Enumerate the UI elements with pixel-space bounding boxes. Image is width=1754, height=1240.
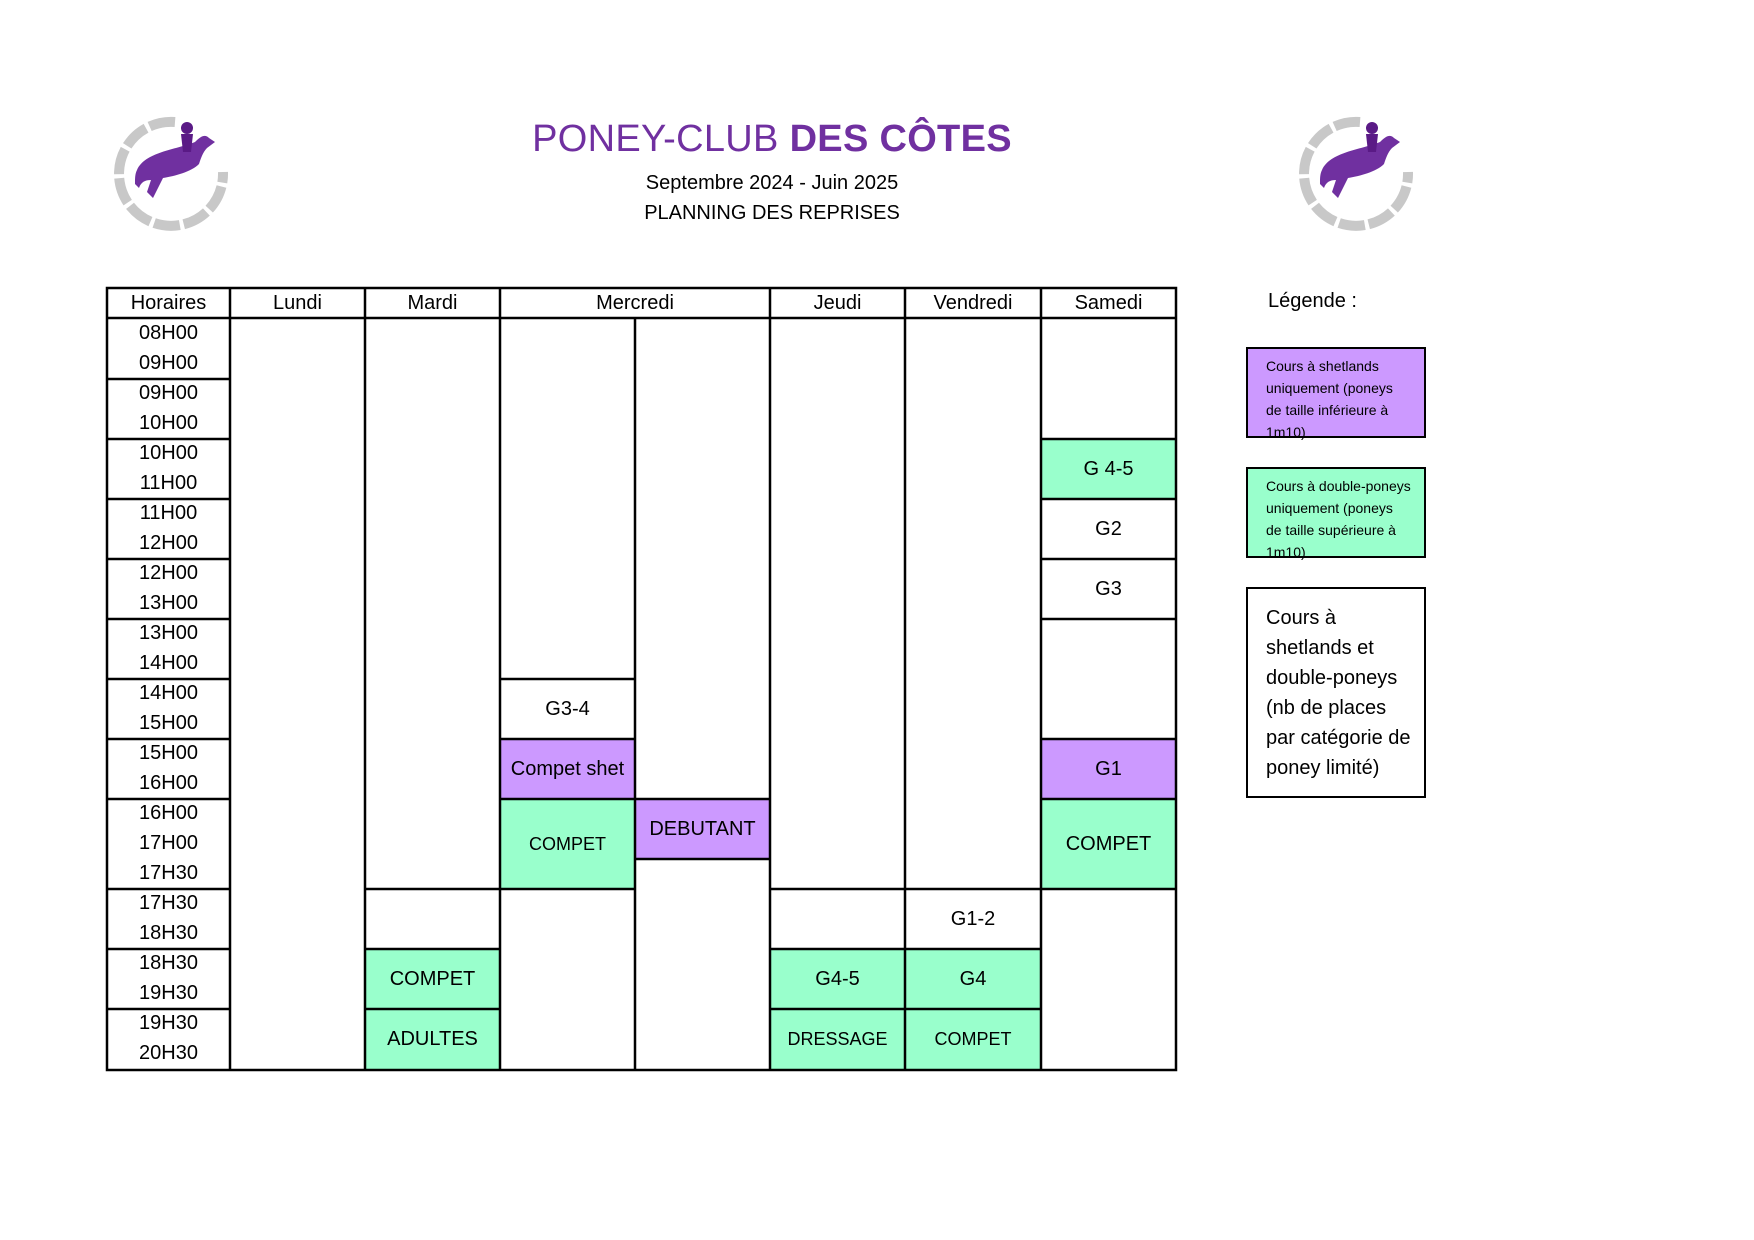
session-vendredi-compet: COMPET [934,1029,1012,1050]
header-lundi: Lundi [273,291,322,314]
legend-mixed: Cours à shetlands et double-poneys (nb de places par catégorie de poney limité) [1246,587,1426,798]
session-vendredi-g1-2: G1-2 [950,907,996,930]
time-slot: 11H00 12H00 [139,502,198,554]
time-slot: 09H00 10H00 [139,382,198,434]
session-mardi-adultes: ADULTES [387,1028,478,1050]
time-slot: 12H00 13H00 [139,562,198,614]
legend-shetlands: Cours à shetlands uniquement (poneys de taille inférieure à 1m10) [1246,347,1426,438]
session-mercredi-g3-4: G3-4 [545,697,590,720]
session-samedi-g4-5: G 4-5 [1083,457,1134,480]
session-vendredi-g4: G4 [959,967,987,990]
time-slot: 17H30 18H30 [139,892,198,944]
header-mercredi: Mercredi [596,291,674,314]
header-samedi: Samedi [1074,291,1143,314]
session-mardi-compet: COMPET [389,967,476,990]
time-slot: 13H00 14H00 [139,622,198,674]
time-slot: 16H00 17H00 17H30 [139,802,198,884]
session-samedi-g3: G3 [1095,577,1122,600]
header-vendredi: Vendredi [933,291,1013,314]
session-mercredi-compet-shet: Compet shet [510,757,625,780]
session-jeudi-dressage: DRESSAGE [787,1029,888,1050]
time-slot: 19H30 20H30 [139,1012,198,1064]
session-mercredi-compet: COMPET [528,833,606,854]
session-samedi-g2: G2 [1095,517,1122,540]
title-part2: DES CÔTES [789,118,1012,160]
header-mardi: Mardi [407,291,458,314]
session-samedi-g1: G1 [1095,757,1122,780]
header-horaires: Horaires [130,291,207,314]
title-part1: PONEY-CLUB [532,118,790,160]
time-slot: 18H30 19H30 [139,952,198,1004]
planning-subtitle: PLANNING DES REPRISES [644,202,900,224]
header-jeudi: Jeudi [813,291,862,314]
session-mercredi-debutant: DEBUTANT [649,817,756,840]
legend-title: Légende : [1268,290,1357,312]
session-samedi-compet: COMPET [1065,832,1152,855]
time-slot: 10H00 11H00 [139,442,198,494]
session-jeudi-g4-5: G4-5 [815,967,860,990]
legend-double-poneys: Cours à double-poneys uniquement (poneys de taille supérieure à 1m10) [1246,467,1426,558]
time-slot: 08H00 09H00 [139,322,198,374]
time-slot: 15H00 16H00 [139,742,198,794]
season-subtitle: Septembre 2024 - Juin 2025 [645,172,899,194]
time-slot: 14H00 15H00 [139,682,198,734]
